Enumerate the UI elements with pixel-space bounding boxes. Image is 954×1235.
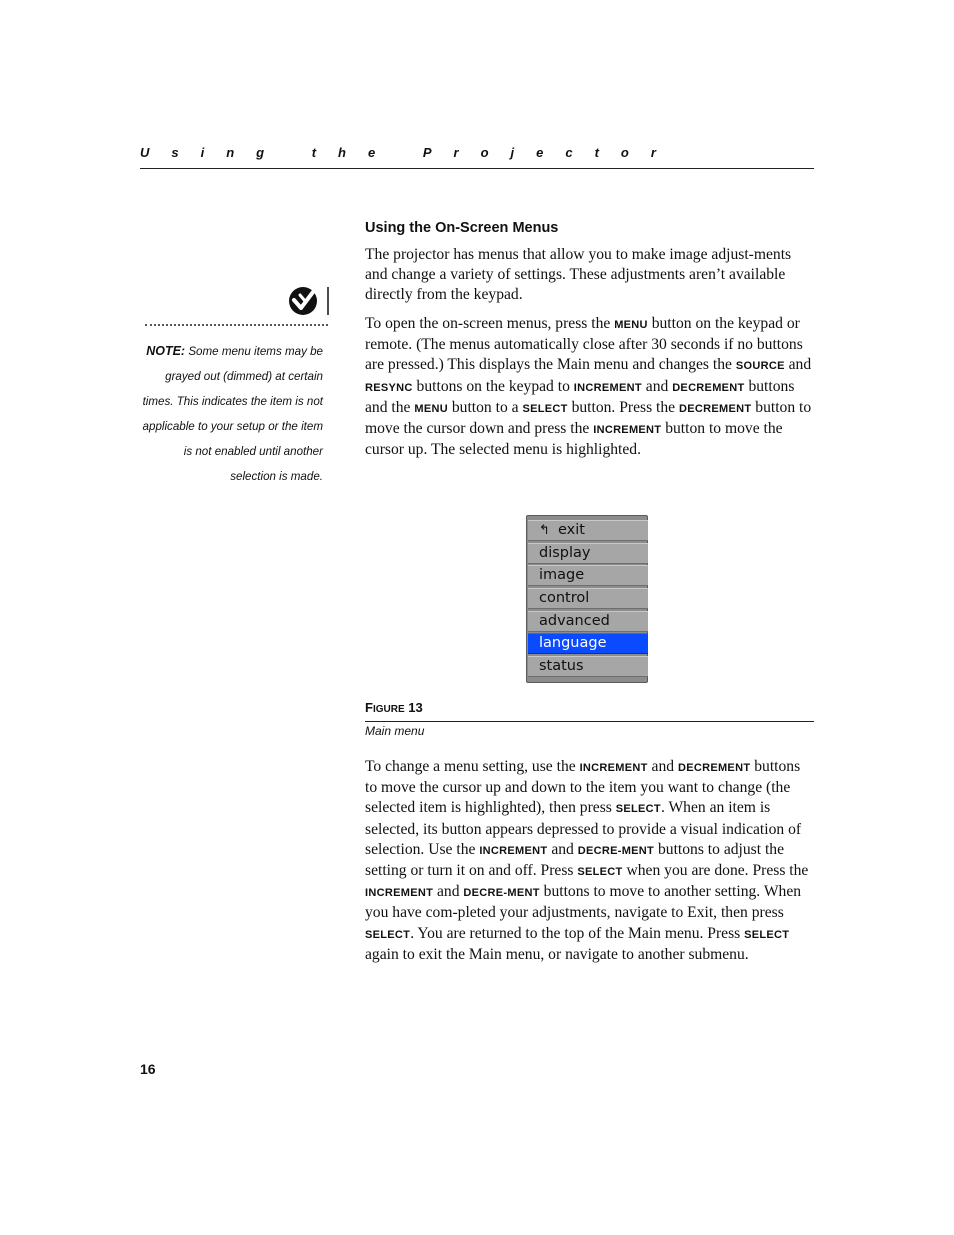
figure-rule (365, 721, 814, 722)
key-select: SELECT (744, 928, 790, 941)
menu-item-control[interactable]: control (528, 588, 648, 609)
menu-item-exit[interactable]: ↰ exit (528, 520, 648, 541)
change-setting-paragraph: To change a menu setting, use the INCREMENT and DECREMENT buttons to move the cursor up and down to the item you want to change (the selected item is highlighted), then press SELECT. When an item is selected, its button appears depressed to provide a visual indication of selection. Use the INCREMENT and DECRE-MENT buttons to adjust the setting or turn it on and off. Press SELECT when you are done. Press the INCREMENT and DECRE-MENT buttons to move to another setting. When you have com-pleted your adjustments, navigate to Exit, then press SELECT. You are returned to the top of the Main menu. Press SELECT again to exit the Main menu, or navigate to another submenu. (365, 758, 809, 963)
key-select: SELECT (615, 803, 661, 816)
running-head: Using the Projector (140, 145, 678, 160)
return-arrow-icon: ↰ (539, 523, 550, 538)
note-divider (145, 324, 328, 326)
section-title: Using the On-Screen Menus (365, 220, 559, 236)
figure-caption: Main menu (365, 724, 425, 738)
note-text: Some menu items may be grayed out (dimmed) at certain times. This indicates the item is not applicable to your setup or the item is not enabled until another selection is made. (142, 345, 323, 483)
key-increment: INCREMENT (593, 424, 662, 437)
main-menu (526, 515, 648, 683)
key-increment: INCREMENT (365, 887, 434, 900)
open-menus-paragraph: To open the on-screen menus, press the MENU button on the keypad or remote. (The menus automatically close after 30 seconds if no buttons are pressed.) This displays the Main menu and changes the SOURCE and RESYNC buttons on the keypad to INCREMENT and DECREMENT buttons and the MENU button to a SELECT button. Press the DECREMENT button to move the cursor down and press the INCREMENT button to move the cursor up. The selected menu is highlighted. (365, 315, 812, 459)
margin-note (138, 339, 323, 489)
header-rule (140, 168, 814, 169)
key-select: SELECT (365, 928, 411, 941)
key-menu: MENU (614, 319, 648, 331)
key-select: SELECT (577, 866, 623, 879)
key-increment: INCREMENT (573, 381, 642, 394)
key-increment: INCREMENT (579, 762, 648, 774)
menu-item-language[interactable]: language (528, 633, 648, 654)
key-decrement: DECRE-MENT (463, 887, 540, 900)
figure-label: FIGURE 13 (365, 700, 423, 715)
key-source: SOURCE (735, 360, 785, 373)
key-increment: INCREMENT (479, 844, 548, 857)
key-decrement: DECREMENT (677, 762, 751, 774)
key-select: SELECT (522, 402, 568, 415)
menu-item-display[interactable]: display (528, 543, 648, 564)
key-menu: MENU (414, 402, 448, 415)
note-label: NOTE: (146, 344, 186, 358)
note-check-icon (286, 285, 330, 317)
menu-item-advanced[interactable]: advanced (528, 611, 648, 632)
page-number: 16 (140, 1061, 156, 1077)
key-decrement: DECRE-MENT (577, 844, 655, 857)
key-decrement: DECREMENT (672, 381, 745, 394)
menu-item-status[interactable]: status (528, 656, 648, 677)
menu-item-image[interactable]: image (528, 565, 648, 586)
intro-paragraph: The projector has menus that allow you to make image adjust-ments and change a variety of settings. These adjustments aren’t available directly from the keypad. (365, 246, 792, 304)
key-decrement: DECREMENT (679, 402, 752, 415)
key-resync: RESYNC (365, 381, 413, 394)
